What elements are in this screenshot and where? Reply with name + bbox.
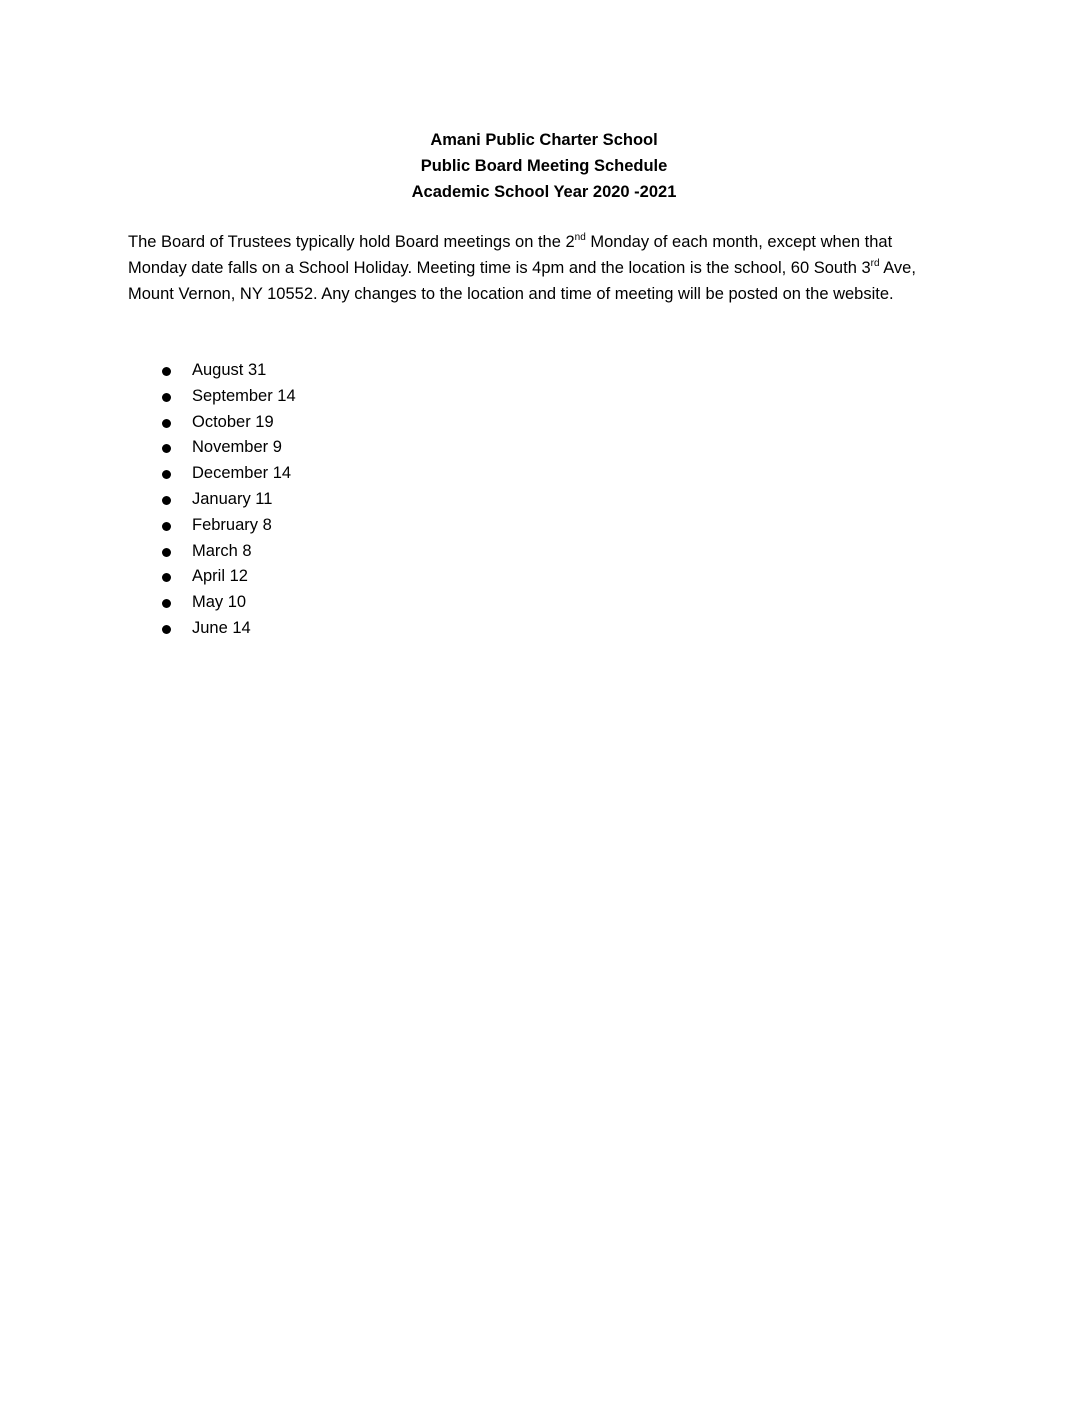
meeting-date: May 10 <box>192 593 247 612</box>
intro-text-part-3: Ave, Mount Vernon, NY 10552. Any changes to the location and time of meeting will be posted on the website. <box>128 258 916 303</box>
bullet-icon <box>162 599 171 608</box>
meeting-date: April 12 <box>192 567 248 586</box>
meeting-date: September 14 <box>192 386 296 405</box>
academic-year: Academic School Year 2020 -2021 <box>411 183 677 201</box>
meeting-date: March 8 <box>192 541 252 560</box>
list-item <box>128 435 296 461</box>
bullet-icon <box>162 625 171 634</box>
bullet-icon <box>162 444 171 453</box>
bullet-icon <box>162 470 171 479</box>
meeting-date: June 14 <box>192 618 251 637</box>
bullet-icon <box>162 367 171 376</box>
ordinal-suffix-rd: rd <box>870 257 880 269</box>
meeting-date: February 8 <box>192 515 272 534</box>
list-item <box>128 590 296 616</box>
meeting-date: October 19 <box>192 412 274 431</box>
list-item <box>128 384 296 410</box>
bullet-icon <box>162 496 171 505</box>
bullet-icon <box>162 522 171 531</box>
school-name: Amani Public Charter School <box>430 131 658 149</box>
list-item <box>128 461 296 487</box>
meeting-date: December 14 <box>192 464 292 483</box>
list-item <box>128 358 296 384</box>
bullet-icon <box>162 393 171 402</box>
intro-text-part-2: Monday of each month, except when that Monday date falls on a School Holiday. Meeting time is 4pm and the location is the school, 60 South 3 <box>128 233 893 277</box>
list-item <box>128 487 296 513</box>
document-header <box>0 127 1088 205</box>
list-item <box>128 539 296 565</box>
list-item <box>128 616 296 642</box>
list-item <box>128 564 296 590</box>
list-item <box>128 513 296 539</box>
list-item <box>128 410 296 436</box>
ordinal-suffix-nd: nd <box>574 232 586 243</box>
meeting-date: January 11 <box>192 489 273 508</box>
bullet-icon <box>162 419 171 428</box>
intro-text-part-1: The Board of Trustees typically hold Board meetings on the 2 <box>128 233 575 251</box>
meeting-date: August 31 <box>192 361 267 379</box>
intro-paragraph <box>128 230 948 307</box>
schedule-title: Public Board Meeting Schedule <box>420 157 668 175</box>
bullet-icon <box>162 548 171 557</box>
meeting-dates-list <box>128 358 296 642</box>
bullet-icon <box>162 573 171 582</box>
meeting-date: November 9 <box>192 438 282 457</box>
